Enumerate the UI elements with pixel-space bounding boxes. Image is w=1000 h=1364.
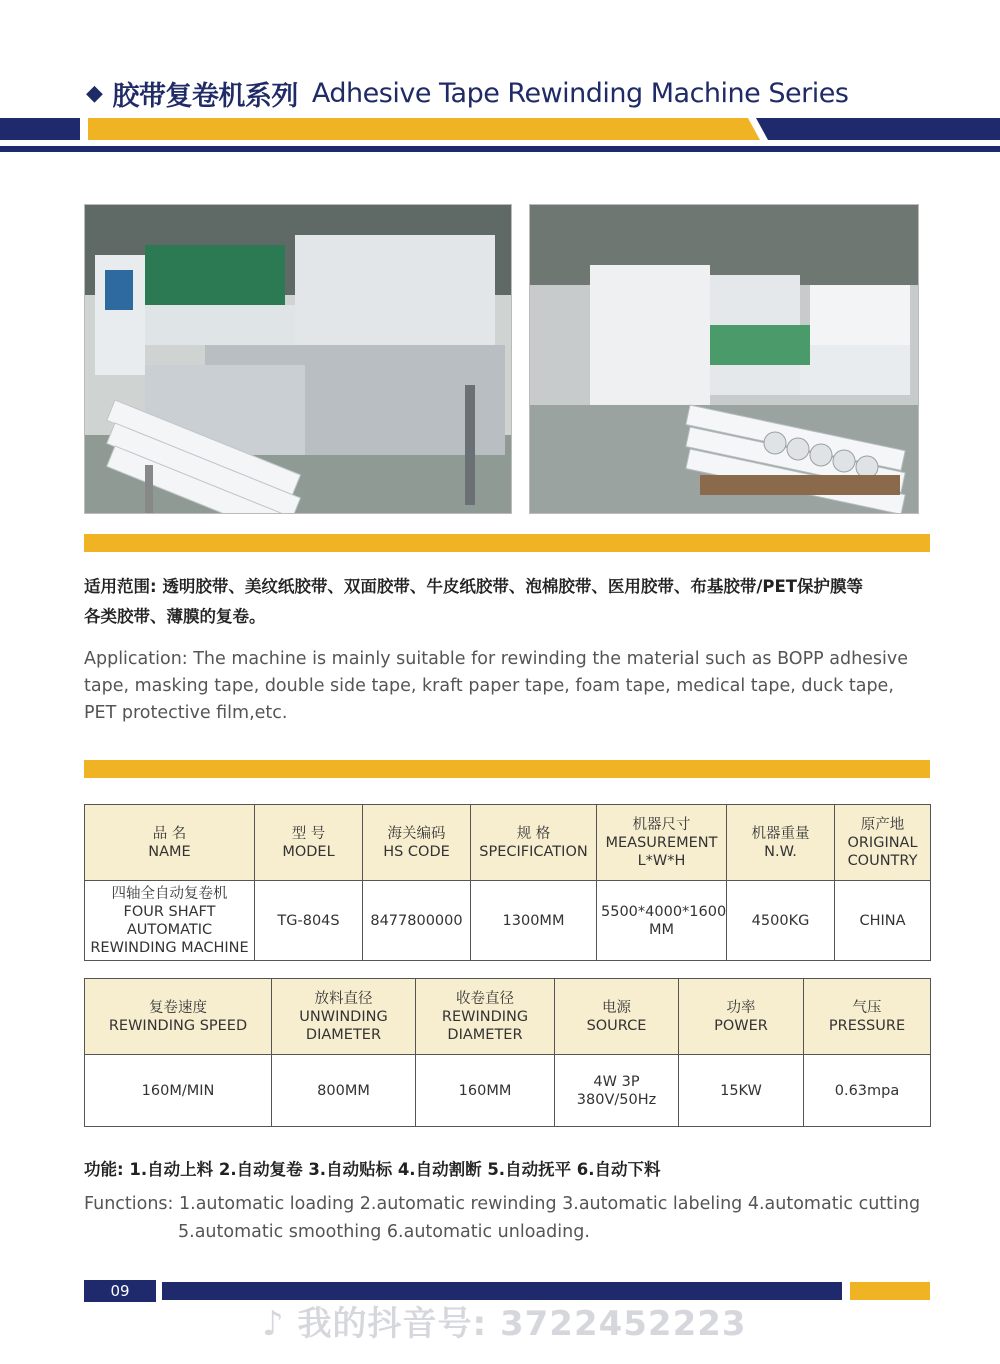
cell-line: 海关编码: [387, 825, 446, 842]
cell-line: DIAMETER: [447, 1026, 523, 1043]
watermark: ♪ 我的抖音号: 3722452223: [262, 1304, 747, 1344]
cell-line: TG-804S: [277, 912, 340, 929]
cell-line: CHINA: [859, 912, 906, 929]
table-cell: [85, 1055, 272, 1127]
cell-line: 四轴全自动复卷机: [111, 885, 228, 902]
machine-photo-left: [84, 204, 512, 514]
table-header-row: [85, 979, 931, 1055]
cell-line: 电源: [602, 999, 631, 1016]
cell-line: 1300MM: [502, 912, 565, 929]
table-cell: [597, 805, 727, 881]
cell-line: 800MM: [317, 1082, 370, 1099]
machine-photo-right: [529, 204, 919, 514]
table-header-row: [85, 805, 931, 881]
functions-en-line2: 5.automatic smoothing 6.automatic unloading.: [178, 1222, 590, 1242]
table-cell: [679, 979, 804, 1055]
cell-line: UNWINDING: [299, 1008, 388, 1025]
page-number: 09: [84, 1280, 156, 1302]
cell-line: 放料直径: [314, 990, 373, 1007]
cell-line: 0.63mpa: [834, 1082, 900, 1099]
footer-gold-bar: [850, 1282, 930, 1300]
spec-table-2: [84, 978, 931, 1127]
table-cell: [835, 805, 931, 881]
cell-line: DIAMETER: [305, 1026, 382, 1043]
diamond-bullet-icon: ◆: [86, 81, 103, 106]
cell-line: AUTOMATIC: [126, 921, 213, 938]
table-cell: [272, 1055, 416, 1127]
cell-line: REWINDING SPEED: [108, 1017, 248, 1034]
cell-line: 机器重量: [751, 825, 810, 842]
cell-line: 8477800000: [370, 912, 463, 929]
cell-line: L*W*H: [637, 852, 686, 869]
table-cell: [727, 881, 835, 961]
cell-line: 规 格: [516, 825, 551, 842]
cell-line: NAME: [148, 843, 191, 860]
table-cell: [555, 1055, 679, 1127]
table-row: [85, 1055, 931, 1127]
application-cn-line2: 各类胶带、薄膜的复卷。: [84, 607, 266, 626]
cell-line: 4W 3P: [593, 1073, 640, 1090]
cell-line: MM: [648, 921, 675, 938]
cell-line: COUNTRY: [847, 852, 918, 869]
table-cell: [679, 1055, 804, 1127]
application-cn: [84, 572, 954, 632]
cell-line: 功率: [726, 999, 756, 1016]
table-cell: [272, 979, 416, 1055]
cell-line: 复卷速度: [149, 999, 207, 1016]
cell-line: N.W.: [764, 843, 797, 860]
title-en: Adhesive Tape Rewinding Machine Series: [311, 78, 849, 109]
cell-line: MODEL: [282, 843, 335, 860]
functions-en-line1: Functions: 1.automatic loading 2.automatic rewinding 3.automatic labeling 4.automatic cutting: [84, 1194, 921, 1214]
cell-line: SOURCE: [586, 1017, 647, 1034]
cell-line: 型 号: [291, 825, 326, 842]
cell-line: MEASUREMENT: [605, 834, 718, 851]
functions-en: [84, 1190, 934, 1246]
table-cell: [555, 979, 679, 1055]
title-cn: 胶带复卷机系列: [112, 81, 298, 112]
cell-line: 160M/MIN: [141, 1082, 215, 1099]
cell-line: 原产地: [860, 816, 905, 833]
table-cell: [471, 805, 597, 881]
table-row: [85, 881, 931, 961]
table-cell: [416, 979, 555, 1055]
cell-line: 5500*4000*1600: [601, 903, 727, 920]
table-cell: [597, 881, 727, 961]
table-cell: [85, 979, 272, 1055]
header-stripe: [0, 112, 1000, 158]
cell-line: REWINDING MACHINE: [90, 939, 249, 956]
gold-divider: [84, 760, 930, 778]
cell-line: REWINDING: [441, 1008, 529, 1025]
functions-cn: 功能: 1.自动上料 2.自动复卷 3.自动贴标 4.自动割断 5.自动抚平 6.自动下料: [84, 1160, 661, 1179]
cell-line: POWER: [714, 1017, 768, 1034]
cell-line: 收卷直径: [456, 990, 514, 1007]
cell-line: HS CODE: [383, 843, 450, 860]
application-en: Application: The machine is mainly suitable for rewinding the material such as BOPP adhesive tape, masking tape, double side tape, kraft paper tape, foam tape, medical tape, duck tape, PET protective film,etc.: [84, 649, 909, 723]
cell-line: ORIGINAL: [847, 834, 918, 851]
table-cell: [85, 805, 255, 881]
table-cell: [363, 881, 471, 961]
table-cell: [804, 1055, 931, 1127]
cell-line: 380V/50Hz: [576, 1091, 657, 1108]
table-cell: [416, 1055, 555, 1127]
cell-line: 机器尺寸: [632, 816, 691, 833]
cell-line: SPECIFICATION: [479, 843, 588, 860]
table-cell: [727, 805, 835, 881]
table-cell: [471, 881, 597, 961]
cell-line: PRESSURE: [828, 1017, 906, 1034]
table-cell: [363, 805, 471, 881]
table-cell: [835, 881, 931, 961]
cell-line: 160MM: [458, 1082, 512, 1099]
gold-divider: [84, 534, 930, 552]
cell-line: 4500KG: [751, 912, 810, 929]
table-cell: [255, 881, 363, 961]
table-cell: [255, 805, 363, 881]
page-title: [86, 74, 848, 113]
application-cn-line1: 适用范围: 透明胶带、美纹纸胶带、双面胶带、牛皮纸胶带、泡棉胶带、医用胶带、布基胶带/PET保护膜等: [84, 577, 863, 596]
spec-table-1: [84, 804, 931, 961]
cell-line: FOUR SHAFT: [123, 903, 216, 920]
cell-line: 品 名: [152, 825, 187, 842]
cell-line: 15KW: [720, 1082, 762, 1099]
table-cell: [804, 979, 931, 1055]
cell-line: 气压: [852, 999, 882, 1016]
table-cell: [85, 881, 255, 961]
